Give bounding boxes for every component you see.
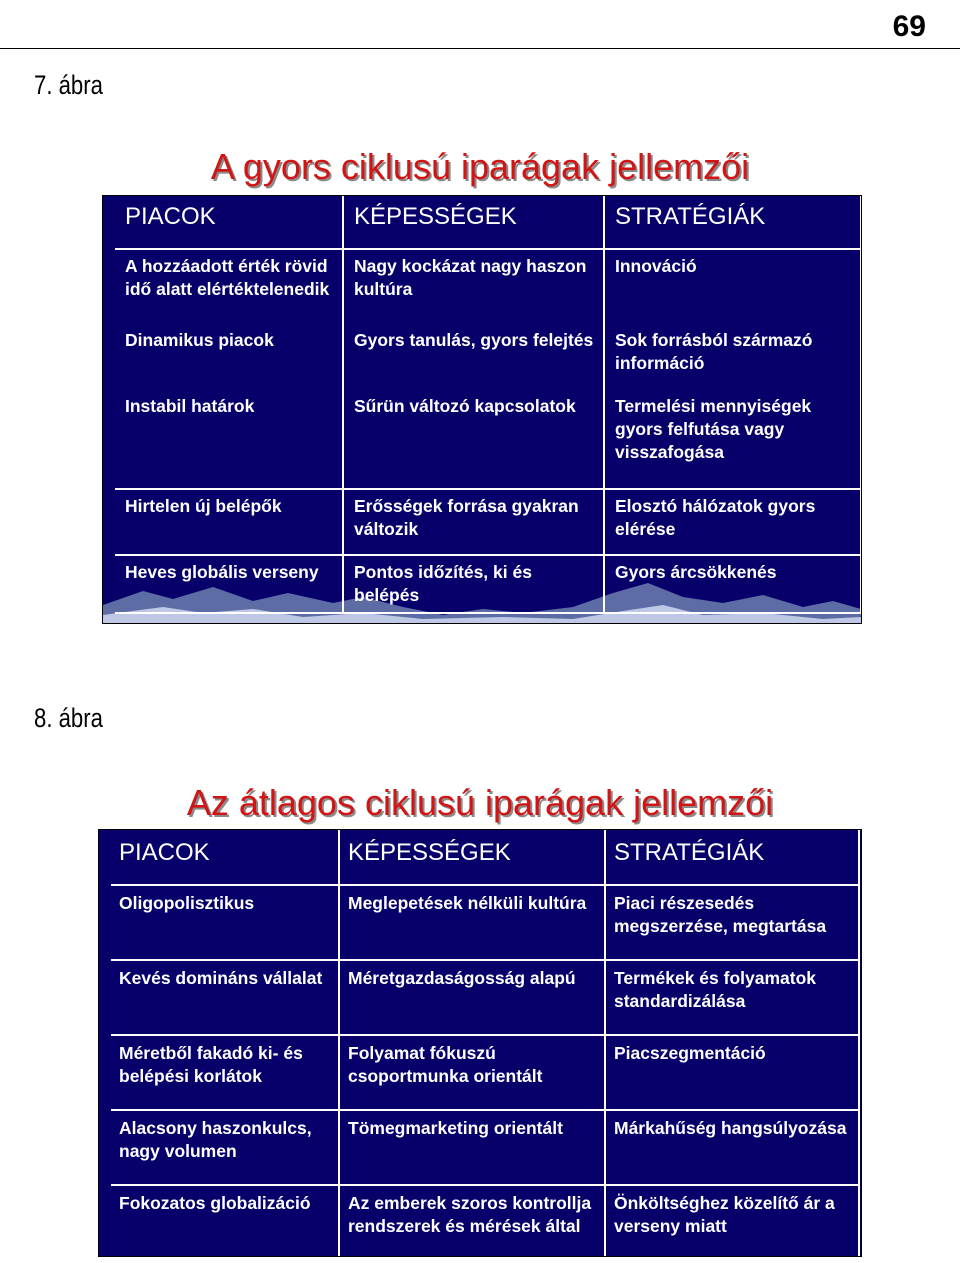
table-cell: Termékek és folyamatok standardizálása <box>605 960 859 1035</box>
figure2-label: 8. ábra <box>34 703 103 733</box>
table-cell: Innováció <box>604 249 861 324</box>
table-cell: Erősségek forrása gyakran változik <box>343 489 604 555</box>
table-cell: Alacsony haszonkulcs, nagy volumen <box>111 1110 339 1185</box>
figure2-slide <box>98 829 862 1257</box>
table-cell: Meglepetések nélküli kultúra <box>339 885 605 960</box>
column-header-piacok: PIACOK <box>115 196 343 249</box>
table-cell: Gyors tanulás, gyors felejtés <box>343 324 604 390</box>
table-row <box>111 1110 859 1185</box>
table-row <box>115 489 861 555</box>
table-cell: Termelési mennyiségek gyors felfutása vagy visszafogása <box>604 390 861 489</box>
table-cell: A hozzáadott érték rövid idő alatt elértéktelenedik <box>115 249 343 324</box>
table-cell: Sok forrásból származó információ <box>604 324 861 390</box>
table-cell: Hirtelen új belépők <box>115 489 343 555</box>
table-cell: Sűrün változó kapcsolatok <box>343 390 604 489</box>
figure2-table <box>111 830 860 1257</box>
column-header-kepessegek: KÉPESSÉGEK <box>343 196 604 249</box>
page-number: 69 <box>892 10 926 43</box>
column-header-piacok: PIACOK <box>111 830 339 885</box>
table-header-row <box>115 196 861 249</box>
table-row <box>115 555 861 613</box>
column-header-strategiak: STRATÉGIÁK <box>605 830 859 885</box>
table-cell: Az emberek szoros kontrollja rendszerek és mérések által <box>339 1185 605 1257</box>
figure1-label: 7. ábra <box>34 70 103 100</box>
table-row <box>115 324 861 390</box>
table-cell: Pontos időzítés, ki és belépés <box>343 555 604 613</box>
table-header-row <box>111 830 859 885</box>
table-cell: Instabil határok <box>115 390 343 489</box>
table-cell: Fokozatos globalizáció <box>111 1185 339 1257</box>
table-row <box>115 249 861 324</box>
table-cell: Folyamat fókuszú csoportmunka orientált <box>339 1035 605 1110</box>
table-cell: Nagy kockázat nagy haszon kultúra <box>343 249 604 324</box>
table-row <box>115 390 861 489</box>
table-cell: Méretgazdaságosság alapú <box>339 960 605 1035</box>
table-cell: Önköltséghez közelítő ár a verseny miatt <box>605 1185 859 1257</box>
table-row <box>111 1035 859 1110</box>
table-cell: Tömegmarketing orientált <box>339 1110 605 1185</box>
header-rule <box>0 48 960 49</box>
figure2-title: Az átlagos ciklusú iparágak jellemzői <box>186 782 774 823</box>
figure1-slide <box>102 195 862 624</box>
table-cell: Dinamikus piacok <box>115 324 343 390</box>
table-cell: Márkahűség hangsúlyozása <box>605 1110 859 1185</box>
table-cell: Oligopolisztikus <box>111 885 339 960</box>
table-cell: Heves globális verseny <box>115 555 343 613</box>
table-cell: Méretből fakadó ki- és belépési korlátok <box>111 1035 339 1110</box>
figure1-table <box>115 196 862 614</box>
table-row <box>111 1185 859 1257</box>
table-row <box>111 885 859 960</box>
column-header-kepessegek: KÉPESSÉGEK <box>339 830 605 885</box>
table-row <box>111 960 859 1035</box>
table-cell: Gyors árcsökkenés <box>604 555 861 613</box>
table-cell: Kevés domináns vállalat <box>111 960 339 1035</box>
table-cell: Elosztó hálózatok gyors elérése <box>604 489 861 555</box>
table-cell: Piacszegmentáció <box>605 1035 859 1110</box>
column-header-strategiak: STRATÉGIÁK <box>604 196 861 249</box>
figure1-title: A gyors ciklusú iparágak jellemzői <box>210 146 750 187</box>
table-cell: Piaci részesedés megszerzése, megtartása <box>605 885 859 960</box>
